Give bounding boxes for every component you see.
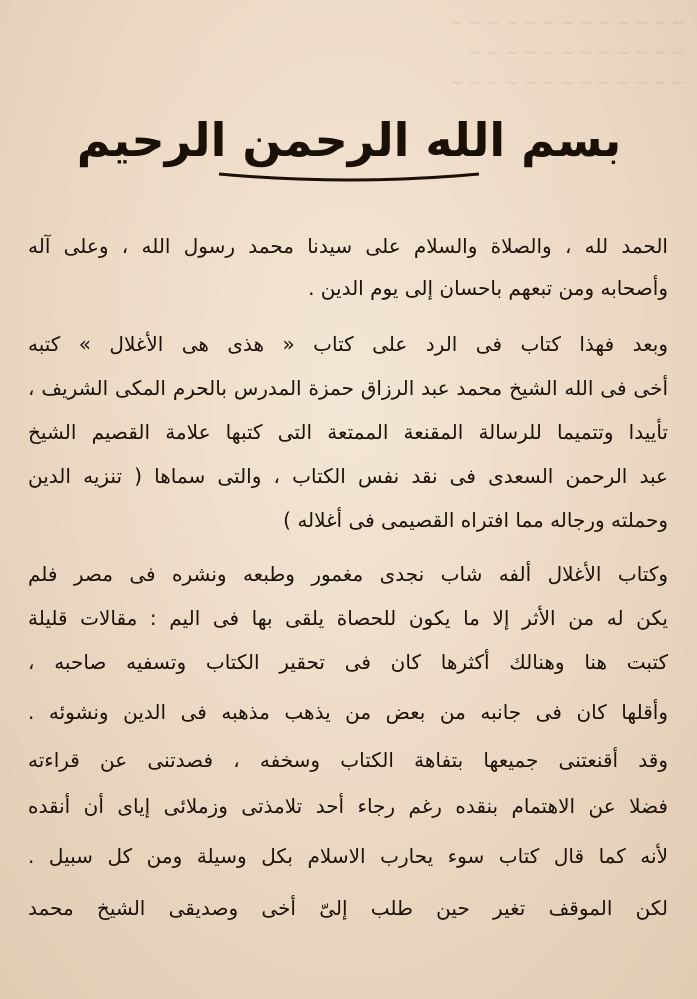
basmala-heading [0,88,697,198]
text-line: يكن له من الأثر إلا ما يكون للحصاة يلقى بها فى اليم : مقالات قليلة [28,606,668,630]
text-line: لكن الموقف تغير حين طلب إلىّ أخى وصديقى الشيخ محمد [28,896,668,920]
text-line: وحملته ورجاله مما افتراه القصيمى فى أغلاله ) [283,508,668,532]
text-line: الحمد لله ، والصلاة والسلام على سيدنا محمد رسول الله ، وعلى آله [28,234,668,258]
text-line: وأصحابه ومن تبعهم باحسان إلى يوم الدين . [308,276,668,300]
text-line: لأنه كما قال كتاب سوء يحارب الاسلام بكل وسيلة ومن كل سبيل . [28,844,668,868]
text-line: كتبت هنا وهنالك أكثرها كان فى تحقير الكتاب وتسفيه صاحبه ، [28,650,668,674]
text-line: تأييدا وتتميما للرسالة المقنعة الممتعة التى كتبها علامة القصيم الشيخ [28,420,668,444]
bleed-through-text: ~ ~ ~ ~ ~ ~ ~ ~ ~ ~ ~ ~ ~ ~ ~ ~ ~ ~ ~ ~ ~ ~ ~ ~ ~ ~ ~ ~ ~ ~ ~ ~ ~ ~ ~ ~ ~ ~ [449,13,685,92]
text-line: وأقلها كان فى جانبه من بعض من يذهب مذهبه فى الدين ونشوئه . [28,700,668,724]
text-line: وقد أقنعتنى جميعها بتفاهة الكتاب وسخفه ، فصدتنى عن قراءته [28,748,668,772]
text-line: فضلا عن الاهتمام بنقده رغم رجاء أحد تلامذتى وزملائى إياى أن أنقده [28,794,668,818]
text-line: أخى فى الله الشيخ محمد عبد الرزاق حمزة المدرس بالحرم المكى الشريف ، [28,376,668,400]
text-line: وبعد فهذا كتاب فى الرد على كتاب « هذى هى الأغلال » كتبه [28,332,668,356]
text-line: وكتاب الأغلال ألفه شاب نجدى مغمور وطبعه ونشره فى مصر فلم [28,562,668,586]
basmala-underline [219,174,479,180]
basmala-calligraphy [76,88,621,198]
text-line: عبد الرحمن السعدى فى نقد نفس الكتاب ، والتى سماها ( تنزيه الدين [28,464,668,488]
basmala-text: بسم الله الرحمن الرحيم [76,113,621,167]
